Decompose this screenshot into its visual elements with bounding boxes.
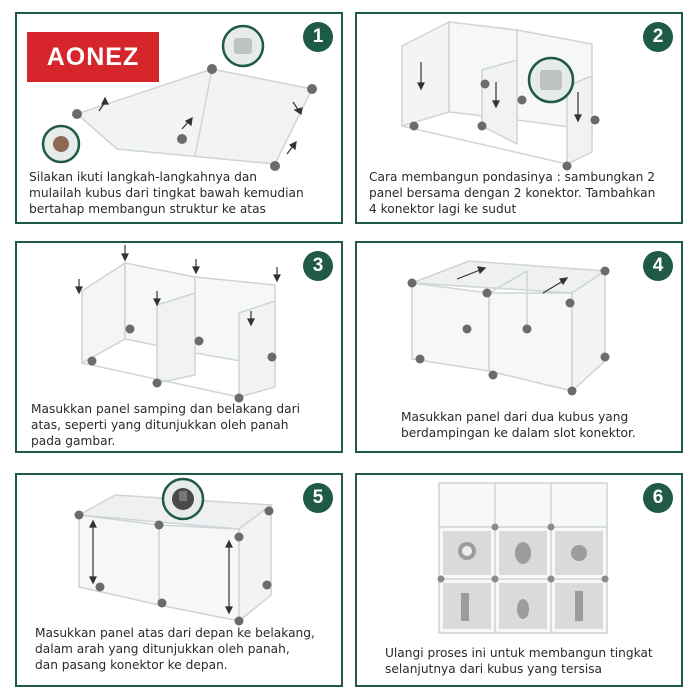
connector-dot [126,325,135,334]
caption-line: 4 konektor lagi ke sudut [369,202,517,216]
connector-dot [416,355,425,364]
connector-dot [492,524,499,531]
step-5-panel [15,473,343,687]
connector-dot [523,325,532,334]
connector-dot [478,122,487,131]
connector-dot [75,511,84,520]
connector-zoom [163,479,203,519]
connector-dot [268,353,277,362]
caption-line: Masukkan panel samping dan belakang dari [31,402,300,416]
connector-dot [263,581,272,590]
caption-line: selanjutnya dari kubus yang tersisa [385,662,603,676]
caption-line: berdampingan ke dalam slot konektor. [401,426,636,440]
connector-dot [602,576,609,583]
step-3-caption [31,401,331,449]
connector-dot [307,84,317,94]
step-number-badge: 6 [643,483,673,513]
connector-dot [207,64,217,74]
connector-dot [158,599,167,608]
connector-dot [601,353,610,362]
step-number-badge: 1 [303,22,333,52]
connector-dot [88,357,97,366]
connector-dot [153,379,162,388]
caption-line: pada gambar. [31,434,116,448]
connector-dot [177,134,187,144]
step-2-caption [369,169,671,217]
caption-line: atas, seperti yang ditunjukkan oleh panah [31,418,289,432]
step-number-badge: 3 [303,251,333,281]
step-number-badge: 4 [643,251,673,281]
connector-dot [518,96,527,105]
caption-line: mulailah kubus dari tingkat bawah kemudian [29,186,304,200]
connector-dot [548,524,555,531]
caption-line: bertahap membangun struktur ke atas [29,202,266,216]
connector-dot [489,371,498,380]
connector-dot [481,80,490,89]
connector-zoom [529,58,573,102]
step-number-badge: 2 [643,22,673,52]
step-4-caption [401,409,671,441]
caption-line: dalam arah yang ditunjukkan oleh panah, [35,642,290,656]
connector-dot [195,337,204,346]
connector-dot [566,299,575,308]
connector-dot [155,521,164,530]
step-1-caption [29,169,331,217]
connector-dot [410,122,419,131]
step-1-panel [15,12,343,224]
connector-zoom-left [43,126,79,162]
step-4-panel [355,241,683,453]
caption-line: Cara membangun pondasinya : sambungkan 2 [369,170,655,184]
logo-text: AONEZ [46,42,140,71]
step-6-panel [355,473,683,687]
caption-line: Masukkan panel dari dua kubus yang [401,410,629,424]
connector-dot [438,576,445,583]
caption-line: Ulangi proses ini untuk membangun tingkat [385,646,653,660]
connector-dot [235,533,244,542]
caption-line: Silakan ikuti langkah-langkahnya dan [29,170,258,184]
connector-dot [463,325,472,334]
connector-dot [591,116,600,125]
caption-line: panel bersama dengan 2 konektor. Tambahkan [369,186,656,200]
connector-dot [548,576,555,583]
connector-dot [72,109,82,119]
step-5-caption [35,625,331,673]
step-6-caption [385,645,671,677]
connector-zoom-top [223,26,263,66]
step-number-badge: 5 [303,483,333,513]
caption-line: dan pasang konektor ke depan. [35,658,228,672]
connector-dot [483,289,492,298]
connector-dot [408,279,417,288]
connector-dot [492,576,499,583]
caption-line: Masukkan panel atas dari depan ke belakang, [35,626,315,640]
connector-dot [568,387,577,396]
connector-dot [601,267,610,276]
connector-dot [96,583,105,592]
step-3-panel [15,241,343,453]
connector-dot [265,507,274,516]
step-2-panel [355,12,683,224]
